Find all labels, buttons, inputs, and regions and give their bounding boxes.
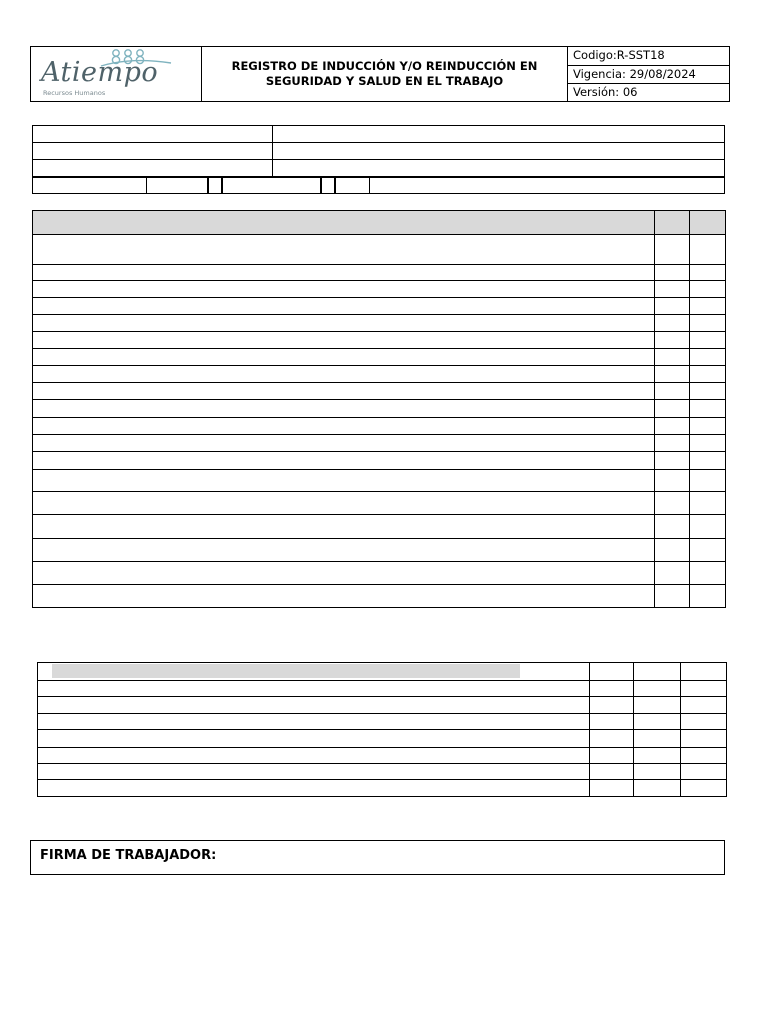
table-row-line <box>38 696 726 697</box>
table-row-line <box>33 514 725 515</box>
table-row-line <box>33 331 725 332</box>
table-row-line <box>38 763 726 764</box>
table-row-line <box>33 469 725 470</box>
table-row-line <box>33 451 725 452</box>
table-row-line <box>33 348 725 349</box>
table-row-line <box>33 417 725 418</box>
document-title <box>202 47 568 101</box>
document-validity: Vigencia: 29/08/2024 <box>568 65 729 83</box>
document-version: Versión: 06 <box>568 83 729 101</box>
table-row-line <box>38 713 726 714</box>
table-row-line <box>33 382 725 383</box>
company-logo <box>31 47 202 101</box>
table-row-line <box>38 779 726 780</box>
signature-label: FIRMA DE TRABAJADOR: <box>40 848 217 863</box>
table-row-line <box>33 491 725 492</box>
document-code: Codigo:R-SST18 <box>573 48 665 62</box>
checkbox-option-1[interactable] <box>208 177 221 194</box>
logo-wordmark: Atiempo <box>41 57 159 88</box>
checkbox-option-2[interactable] <box>321 177 334 194</box>
table-row-line <box>33 365 725 366</box>
table-row-line <box>38 680 726 681</box>
document-header <box>30 46 730 102</box>
table-header-row <box>33 211 725 235</box>
table-row-line <box>33 314 725 315</box>
logo-subtitle: Recursos Humanos <box>43 89 106 97</box>
table-row-line <box>33 399 725 400</box>
induction-topics-table <box>32 210 726 608</box>
signature-box[interactable] <box>30 840 725 875</box>
evaluation-table <box>37 662 727 797</box>
worker-info-table <box>32 125 725 194</box>
table-row-line <box>38 747 726 748</box>
table-row-line <box>33 234 725 235</box>
table-row-line <box>33 584 725 585</box>
title-line-2: SEGURIDAD Y SALUD EN EL TRABAJO <box>265 74 504 88</box>
document-meta <box>568 47 729 101</box>
table-row-line <box>38 729 726 730</box>
table-row-line <box>33 297 725 298</box>
evaluation-header-bar <box>52 664 520 678</box>
title-line-1: REGISTRO DE INDUCCIÓN Y/O REINDUCCIÓN EN <box>231 59 538 73</box>
table-row-line <box>33 434 725 435</box>
table-row-line <box>33 280 725 281</box>
table-row-line <box>33 538 725 539</box>
table-row-line <box>33 264 725 265</box>
table-row-line <box>33 561 725 562</box>
